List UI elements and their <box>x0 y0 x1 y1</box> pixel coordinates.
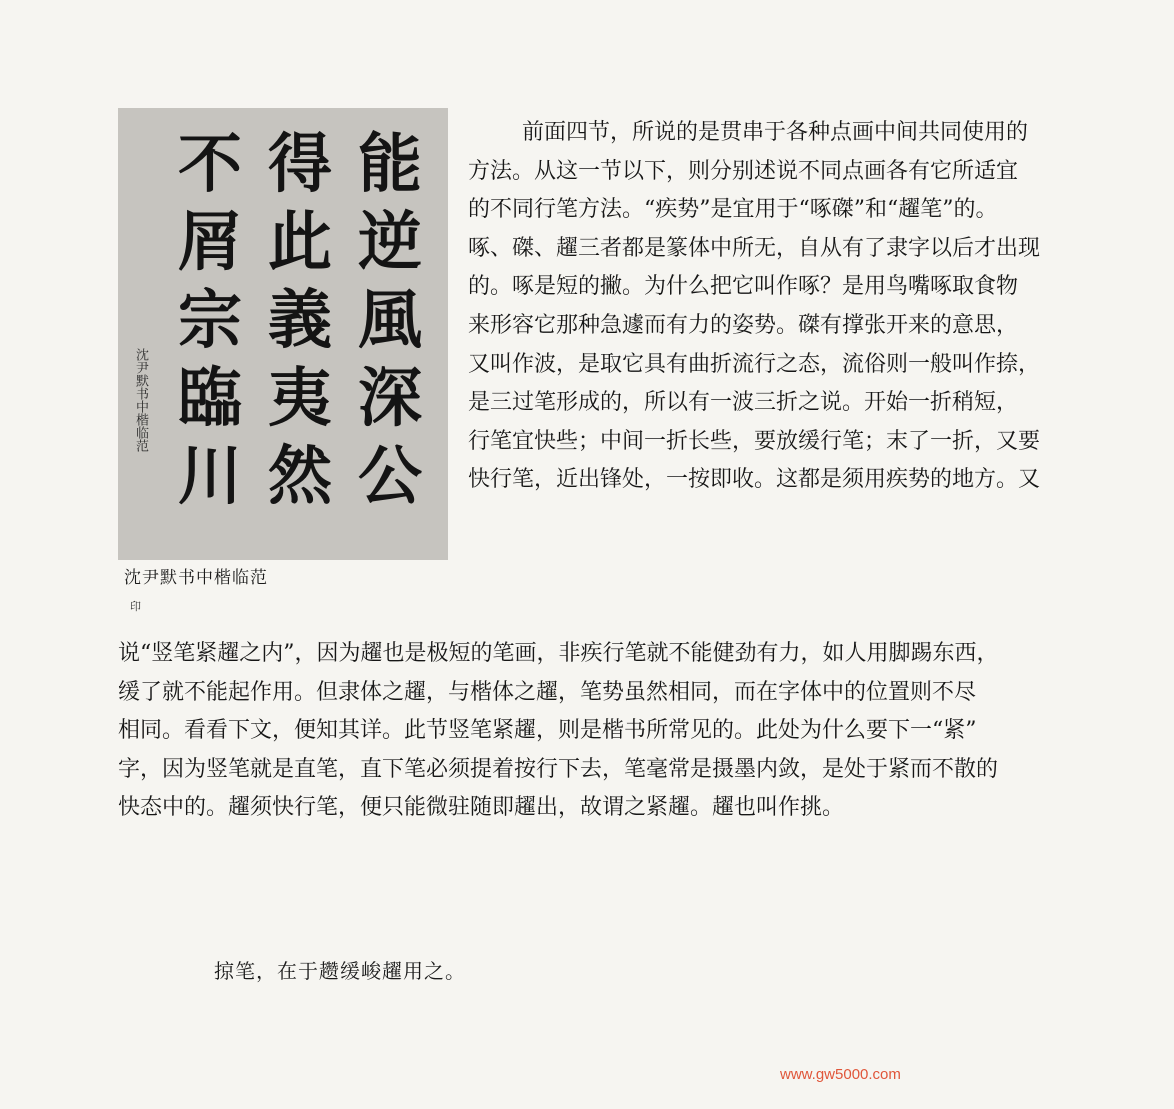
text-line: 又叫作波，是取它具有曲折流行之态，流俗则一般叫作捺， <box>468 351 1041 377</box>
calligraphy-char: 能 <box>358 127 422 202</box>
text-line: 的不同行笔方法。“疾势”是宜用于“啄磔”和“趯笔”的。 <box>468 197 998 223</box>
calligraphy-char: 得 <box>268 127 332 202</box>
calligraphy-char: 臨 <box>178 361 242 436</box>
text-line: 缓了就不能起作用。但隶体之趯，与楷体之趯，笔势虽然相同，而在字体中的位置则不尽 <box>118 679 977 705</box>
calligraphy-column-3 <box>170 126 250 516</box>
text-line: 方法。从这一节以下，则分别述说不同点画各有它所适宜 <box>468 158 1019 184</box>
watermark: www.gw5000.com <box>780 1066 901 1083</box>
text-line: 快态中的。趯须快行笔，便只能微驻随即趯出，故谓之紧趯。趯也叫作挑。 <box>118 795 845 821</box>
text-line: 快行笔，近出锋处，一按即收。这都是须用疾势的地方。又 <box>468 467 1041 493</box>
body-text-full <box>118 635 1118 828</box>
text-line: 前面四节，所说的是贯串于各种点画中间共同使用的 <box>522 120 1029 145</box>
body-text-right <box>468 114 1118 500</box>
calligraphy-char: 風 <box>358 283 422 358</box>
text-line: 行笔宜快些；中间一折长些，要放缓行笔；末了一折，又要 <box>468 428 1041 454</box>
calligraphy-char: 宗 <box>178 283 242 358</box>
calligraphy-char: 公 <box>358 439 422 514</box>
calligraphy-column-1 <box>350 126 430 516</box>
calligraphy-char: 逆 <box>358 205 422 280</box>
calligraphy-char: 夷 <box>268 361 332 436</box>
seal-stamp: 印 <box>130 600 141 613</box>
calligraphy-figure <box>118 108 448 613</box>
calligraphy-column-2 <box>260 126 340 516</box>
calligraphy-char: 深 <box>358 361 422 436</box>
text-line: 啄、磔、趯三者都是篆体中所无，自从有了隶字以后才出现 <box>468 235 1041 261</box>
text-line: 字，因为竖笔就是直笔，直下笔必须提着按行下去，笔毫常是摄墨内敛，是处于紧而不散的 <box>118 756 999 782</box>
calligraphy-char: 不 <box>178 127 242 202</box>
calligraphy-char: 此 <box>268 205 332 280</box>
figure-caption: 沈尹默书中楷临范 <box>124 568 268 588</box>
calligraphy-char: 屑 <box>178 205 242 280</box>
signature-inscription: 沈尹默书中楷临范 <box>133 348 148 452</box>
text-line: 说“竖笔紧趯之内”，因为趯也是极短的笔画，非疾行笔就不能健劲有力，如人用脚踢东西， <box>118 641 999 666</box>
rule-quote: 掠笔，在于趱缓峻趯用之。 <box>214 959 466 983</box>
calligraphy-char: 川 <box>178 439 242 514</box>
text-line: 来形容它那种急遽而有力的姿势。磔有撑张开来的意思， <box>468 312 1019 338</box>
text-line: 是三过笔形成的，所以有一波三折之说。开始一折稍短， <box>468 390 1019 416</box>
calligraphy-char: 然 <box>268 439 332 514</box>
text-line: 的。啄是短的撇。为什么把它叫作啄？是用鸟嘴啄取食物 <box>468 274 1019 300</box>
calligraphy-char: 義 <box>268 283 332 358</box>
text-line: 相同。看看下文，便知其详。此节竖笔紧趯，则是楷书所常见的。此处为什么要下一“紧” <box>118 718 977 744</box>
